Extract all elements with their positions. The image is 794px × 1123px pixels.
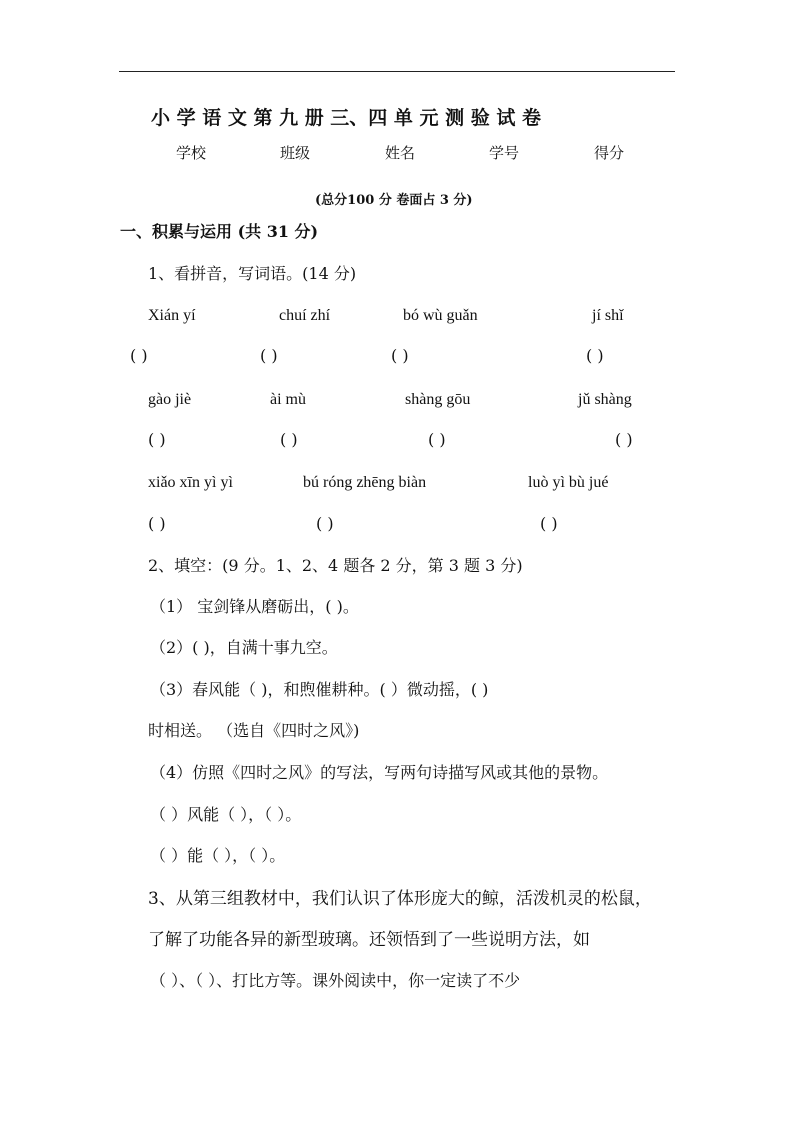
answer-blank[interactable]: ( ) (148, 514, 166, 533)
q2-item-2: （2）( )，自满十事九空。 (150, 638, 338, 657)
q2-item-4-line-b: （ ）能（ ），（ ）。 (150, 846, 286, 865)
answer-blank[interactable]: ( ) (391, 346, 409, 365)
answer-blank[interactable]: ( ) (130, 346, 148, 365)
score-note: (总分100 分 卷面占 3 分) (315, 193, 473, 208)
pinyin-shanggou: shàng gōu (405, 391, 471, 408)
pinyin-xianyi: Xián yí (148, 307, 196, 324)
field-school: 学校 (176, 144, 207, 162)
pinyin-gaojie: gào jiè (148, 391, 192, 408)
pinyin-chuizhi: chuí zhí (279, 307, 331, 324)
pinyin-xiaoxinyiyi: xiǎo xīn yì yì (148, 474, 233, 491)
answer-blank[interactable]: ( ) (148, 430, 166, 449)
field-score: 得分 (594, 144, 625, 162)
q1-prompt: 1、看拼音，写词语。(14 分) (148, 264, 357, 283)
section-heading: 一、积累与运用 (共 31 分) (120, 222, 319, 241)
answer-blank[interactable]: ( ) (540, 514, 558, 533)
field-class: 班级 (280, 144, 311, 162)
page-title: 小 学 语 文 第 九 册 三、四 单 元 测 验 试 卷 (151, 107, 541, 129)
pinyin-luoyibujue: luò yì bù jué (528, 474, 609, 491)
q2-item-3: （3）春风能（ )，和煦催耕种。( ）微动摇，( ) (150, 680, 489, 699)
field-name: 姓名 (385, 144, 416, 162)
q2-prompt: 2、填空：(9 分。1、2、4 题各 2 分，第 3 题 3 分) (148, 556, 523, 575)
answer-blank[interactable]: ( ) (586, 346, 604, 365)
pinyin-bowuguan: bó wù guǎn (403, 307, 478, 324)
q2-item-1: （1） 宝剑锋从磨砺出，( )。 (150, 597, 359, 616)
q3-line-2: 了解了功能各异的新型玻璃。还领悟到了一些说明方法，如 (148, 930, 590, 950)
answer-blank[interactable]: ( ) (615, 430, 633, 449)
pinyin-jushang: jǔ shàng (578, 391, 632, 408)
field-student-id: 学号 (489, 144, 520, 162)
answer-blank[interactable]: ( ) (280, 430, 298, 449)
top-rule (119, 71, 675, 72)
answer-blank[interactable]: ( ) (316, 514, 334, 533)
answer-blank[interactable]: ( ) (260, 346, 278, 365)
q2-item-4: （4）仿照《四时之风》的写法，写两句诗描写风或其他的景物。 (150, 763, 609, 782)
q3-line-3: （ ）、（ ）、打比方等。课外阅读中，你一定读了不少 (150, 971, 521, 990)
pinyin-burongzhengbian: bú róng zhēng biàn (303, 474, 427, 491)
pinyin-aimu: ài mù (270, 391, 306, 408)
pinyin-jishi: jí shǐ (592, 307, 624, 324)
q2-item-4-line-a: （ ）风能（ ），（ ）。 (150, 805, 302, 824)
q3-line-1: 3、从第三组教材中，我们认识了体形庞大的鲸，活泼机灵的松鼠， (148, 889, 652, 909)
q2-item-3-cont: 时相送。 （选自《四时之风》) (148, 721, 360, 740)
answer-blank[interactable]: ( ) (428, 430, 446, 449)
